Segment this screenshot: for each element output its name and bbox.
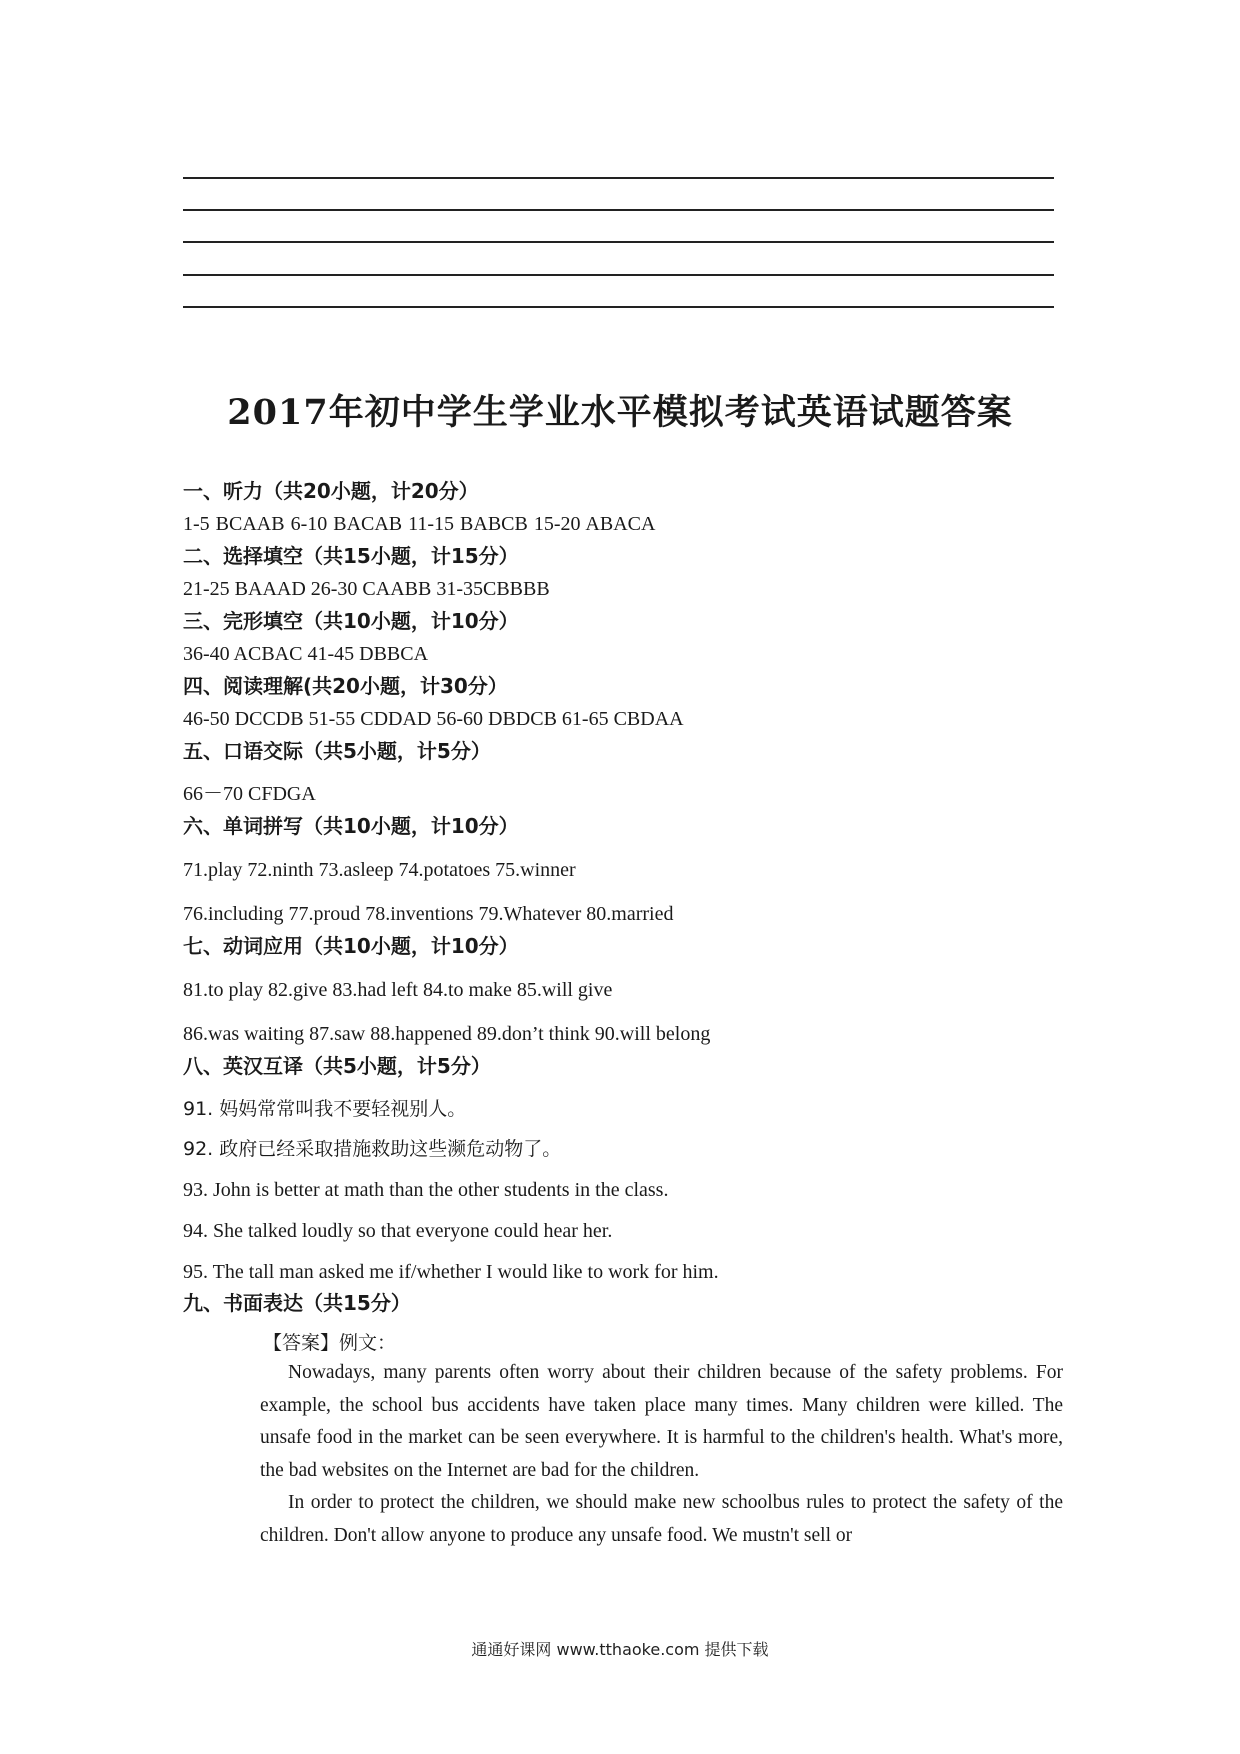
answer-line: 81.to play 82.give 83.had left 84.to make 85.will give bbox=[183, 979, 613, 1001]
section-heading: 三、完形填空（共10小题，计10分） bbox=[183, 609, 519, 633]
answer-line: 86.was waiting 87.saw 88.happened 89.don’t think 90.will belong bbox=[183, 1023, 711, 1045]
section-heading: 五、口语交际（共5小题，计5分） bbox=[183, 739, 491, 763]
section-heading: 二、选择填空（共15小题，计15分） bbox=[183, 544, 519, 568]
answer-label: 【答案】例文： bbox=[263, 1332, 397, 1354]
section-heading: 六、单词拼写（共10小题，计10分） bbox=[183, 814, 519, 838]
answer-line: 66－70 CFDGA bbox=[183, 783, 316, 805]
page-title: 2017年初中学生学业水平模拟考试英语试题答案 bbox=[227, 392, 1013, 433]
writing-line bbox=[183, 274, 1054, 276]
section-heading: 一、听力（共20小题，计20分） bbox=[183, 479, 479, 503]
answer-line: 46-50 DCCDB 51-55 CDDAD 56-60 DBDCB 61-65 CBDAA bbox=[183, 708, 684, 730]
section-heading: 四、阅读理解(共20小题，计30分） bbox=[183, 674, 508, 698]
essay-paragraph: Nowadays, many parents often worry about their children because of the safety problems. For example, the school bus accidents have taken place many times. Many children were killed. The unsafe food in the market can be seen everywhere. It is harmful to the children's health. What's more, the bad websites on the Internet are bad for the children. bbox=[260, 1362, 1063, 1481]
essay-paragraph: In order to protect the children, we should make new schoolbus rules to protect the safety of the children. Don't allow anyone to produce any unsafe food. We mustn't sell or bbox=[260, 1492, 1063, 1546]
answer-line: 94. She talked loudly so that everyone could hear her. bbox=[183, 1220, 613, 1242]
writing-line bbox=[183, 306, 1054, 308]
section-heading: 八、英汉互译（共5小题，计5分） bbox=[183, 1054, 491, 1078]
answer-line: 76.including 77.proud 78.inventions 79.Whatever 80.married bbox=[183, 903, 674, 925]
answer-line: 92. 政府已经采取措施救助这些濒危动物了。 bbox=[183, 1138, 562, 1160]
section-heading: 九、书面表达（共15分） bbox=[183, 1291, 411, 1315]
answer-line: 21-25 BAAAD 26-30 CAABB 31-35CBBBB bbox=[183, 578, 550, 600]
answer-line: 93. John is better at math than the other students in the class. bbox=[183, 1179, 669, 1201]
answer-line: 71.play 72.ninth 73.asleep 74.potatoes 75.winner bbox=[183, 859, 576, 881]
writing-line bbox=[183, 209, 1054, 211]
answer-line: 91. 妈妈常常叫我不要轻视别人。 bbox=[183, 1098, 467, 1120]
footer-watermark: 通通好课网 www.tthaoke.com 提供下载 bbox=[471, 1640, 769, 1659]
sample-essay bbox=[260, 1357, 1063, 1552]
answer-line: 95. The tall man asked me if/whether I would like to work for him. bbox=[183, 1261, 719, 1283]
section-heading: 七、动词应用（共10小题，计10分） bbox=[183, 934, 519, 958]
writing-line bbox=[183, 177, 1054, 179]
answer-line: 36-40 ACBAC 41-45 DBBCA bbox=[183, 643, 429, 665]
answer-line: 1-5 BCAAB 6-10 BACAB 11-15 BABCB 15-20 ABACA bbox=[183, 513, 656, 535]
writing-line bbox=[183, 241, 1054, 243]
